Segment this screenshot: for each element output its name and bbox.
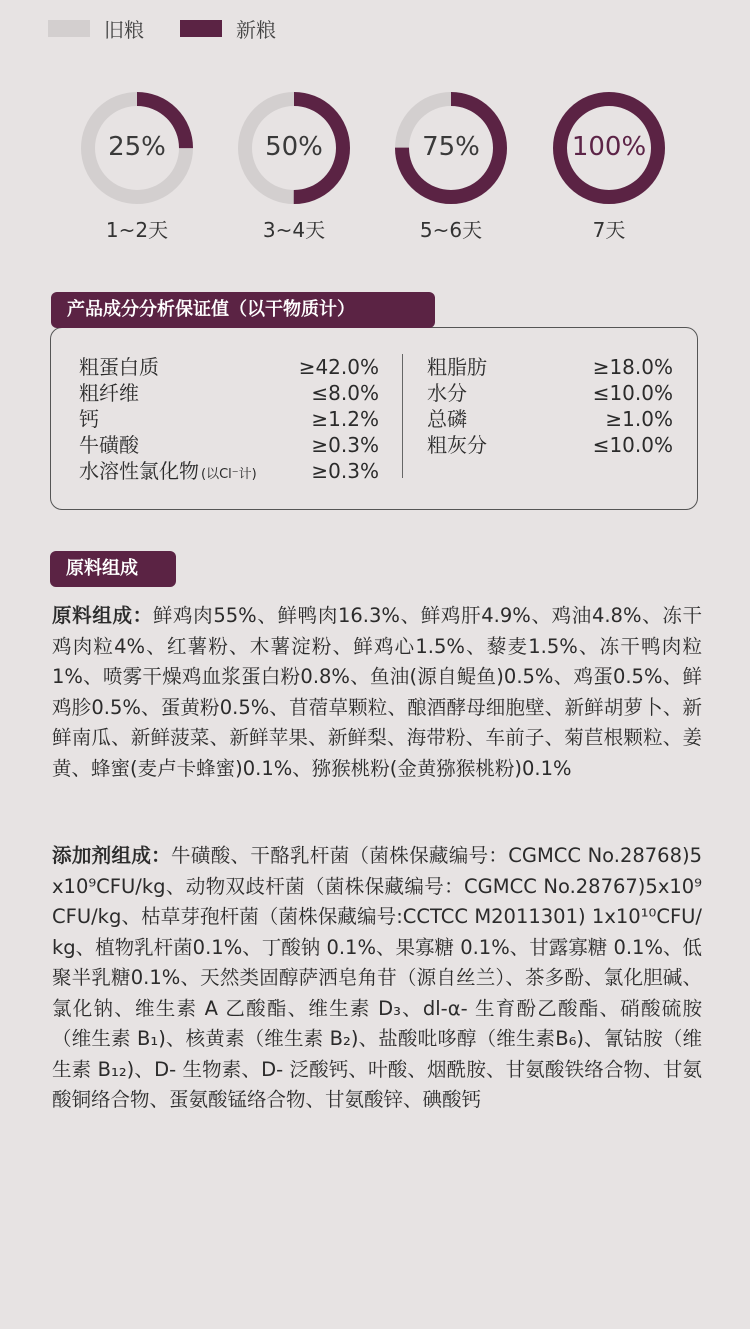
ingredients-label: 原料组成：	[52, 604, 153, 627]
nutrient-value: ≤8.0%	[311, 381, 379, 405]
ring-percent-2: 50%	[265, 132, 323, 162]
analysis-row	[79, 458, 379, 484]
analysis-box	[50, 327, 698, 510]
ring-percent-4: 100%	[571, 132, 647, 162]
nutrient-name: 粗灰分	[427, 433, 487, 457]
nutrient-name: 粗脂肪	[427, 355, 487, 379]
nutrient-name: 水分	[427, 381, 467, 405]
nutrient-value: ≥42.0%	[298, 355, 379, 379]
ingredients-text: 鲜鸡肉55%、鲜鸭肉16.3%、鲜鸡肝4.9%、鸡油4.8%、冻干鸡肉粒4%、红薯粉、木薯淀粉、鲜鸡心1.5%、藜麦1.5%、冻干鸭肉粒1%、喷雾干燥鸡血浆蛋白粉0.8%、鱼油(源自鳀鱼)0.5%、鸡蛋0.5%、鲜鸡胗0.5%、蛋黄粉0.5%、苜蓿草颗粒、酿酒酵母细胞壁、新鲜胡萝卜、新鲜南瓜、新鲜菠菜、新鲜苹果、新鲜梨、海带粉、车前子、菊苣根颗粒、姜黄、蜂蜜(麦卢卡蜂蜜)0.1%、猕猴桃粉(金黄猕猴桃粉)0.1%	[52, 604, 702, 780]
nutrient-name: 粗蛋白质	[79, 355, 159, 379]
ring-stage-4	[549, 88, 669, 243]
transition-rings	[0, 88, 750, 248]
ring-day-3: 5~6天	[419, 218, 483, 242]
analysis-left-column	[79, 354, 379, 484]
additives-label: 添加剂组成：	[52, 844, 172, 867]
legend-swatch-old	[48, 20, 90, 37]
analysis-row	[427, 354, 673, 380]
nutrient-value: ≥1.2%	[311, 407, 379, 431]
analysis-title-tab: 产品成分分析保证值（以干物质计）	[51, 292, 435, 328]
ring-stage-3	[391, 88, 511, 243]
nutrient-value: ≥0.3%	[311, 459, 379, 483]
analysis-row	[427, 432, 673, 458]
nutrient-value: ≥1.0%	[605, 407, 673, 431]
legend	[48, 14, 312, 43]
legend-item-old	[48, 14, 144, 43]
ring-day-1: 1~2天	[105, 218, 169, 242]
additives-paragraph	[52, 841, 702, 1116]
nutrient-value: ≤10.0%	[592, 433, 673, 457]
legend-label-new: 新粮	[236, 18, 276, 42]
analysis-row	[79, 432, 379, 458]
ring-day-4: 7天	[592, 218, 626, 242]
analysis-row	[427, 380, 673, 406]
nutrient-value: ≥18.0%	[592, 355, 673, 379]
analysis-row	[79, 406, 379, 432]
analysis-right-column	[427, 354, 673, 458]
ingredients-paragraph	[52, 601, 702, 784]
nutrient-name: 钙	[79, 407, 99, 431]
analysis-row	[427, 406, 673, 432]
additives-text: 牛磺酸、干酪乳杆菌（菌株保藏编号：CGMCC No.28768)5x10⁹CFU/kg、动物双歧杆菌（菌株保藏编号：CGMCC No.28767)5x10⁹CFU/kg、枯草芽孢杆菌（菌株保藏编号:CCTCC M2011301) 1x10¹⁰CFU/kg、植物乳杆菌0.1%、丁酸钠 0.1%、果寡糖 0.1%、甘露寡糖 0.1%、低聚半乳糖0.1%、天然类固醇萨洒皂角苷（源自丝兰）、茶多酚、氯化胆碱、氯化钠、维生素 A 乙酸酯、维生素 D₃、dl-α- 生育酚乙酸酯、硝酸硫胺（维生素 B₁)、核黄素（维生素 B₂)、盐酸吡哆醇（维生素B₆)、氰钴胺（维生素 B₁₂)、D- 生物素、D- 泛酸钙、叶酸、烟酰胺、甘氨酸铁络合物、甘氨酸铜络合物、蛋氨酸锰络合物、甘氨酸锌、碘酸钙	[52, 844, 702, 1111]
ingredients-title-tab: 原料组成	[50, 551, 176, 587]
legend-label-old: 旧粮	[104, 18, 144, 42]
nutrient-name: 水溶性氯化物	[79, 459, 199, 483]
nutrient-value: ≥0.3%	[311, 433, 379, 457]
analysis-row	[79, 380, 379, 406]
nutrient-name-with-note	[79, 458, 257, 484]
analysis-row	[79, 354, 379, 380]
ring-day-2: 3~4天	[262, 218, 326, 242]
nutrient-note: (以Cl⁻计)	[201, 467, 257, 482]
ring-percent-3: 75%	[422, 132, 480, 162]
ring-stage-2	[234, 88, 354, 243]
legend-swatch-new	[180, 20, 222, 37]
legend-item-new	[180, 14, 276, 43]
column-divider	[402, 354, 403, 478]
nutrient-name: 粗纤维	[79, 381, 139, 405]
nutrient-name: 总磷	[427, 407, 467, 431]
nutrient-value: ≤10.0%	[592, 381, 673, 405]
ring-percent-1: 25%	[108, 132, 166, 162]
ring-stage-1	[77, 88, 197, 243]
nutrient-name: 牛磺酸	[79, 433, 139, 457]
